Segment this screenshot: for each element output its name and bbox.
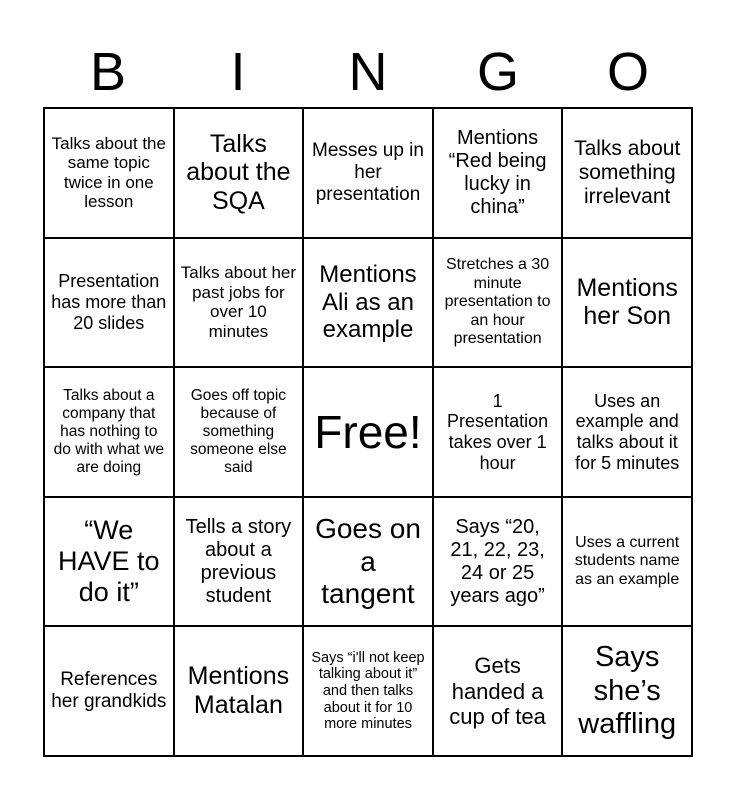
cell-text: Talks about the SQA [186, 129, 291, 216]
cell-text: Says “i'll not keep talking about it” and then talks about it for 10 more minutes [311, 649, 425, 733]
bingo-cell[interactable] [174, 108, 304, 238]
cell-text: Messes up in her presentation [312, 140, 424, 205]
bingo-cell[interactable] [562, 108, 692, 238]
cell-text: Mentions Matalan [187, 662, 290, 720]
bingo-cell[interactable] [44, 238, 174, 368]
bingo-cell[interactable] [433, 367, 563, 497]
bingo-cell[interactable] [44, 108, 174, 238]
bingo-header [43, 36, 693, 108]
bingo-cell[interactable] [174, 367, 304, 497]
cell-text: Free! [314, 405, 422, 458]
bingo-cell[interactable] [433, 626, 563, 756]
cell-text: Mentions Ali as an example [319, 261, 417, 344]
bingo-cell[interactable] [562, 626, 692, 756]
cell-text: Goes on a tangent [315, 513, 421, 609]
bingo-cell[interactable] [562, 497, 692, 627]
cell-text: Uses a current students name as an example [574, 534, 680, 588]
bingo-cell[interactable] [303, 626, 433, 756]
cell-text: Gets handed a cup of tea [449, 653, 546, 729]
cell-text: 1 Presentation takes over 1 hour [447, 390, 549, 473]
cell-text: Uses an example and talks about it for 5 minutes [575, 390, 680, 473]
header-letter-b: B [89, 42, 127, 102]
bingo-cell[interactable] [44, 497, 174, 627]
bingo-cell[interactable] [433, 108, 563, 238]
bingo-cell[interactable] [303, 238, 433, 368]
bingo-cell[interactable] [433, 497, 563, 627]
cell-text: Presentation has more than 20 slides [51, 271, 167, 333]
header-letter-n: N [348, 42, 388, 102]
header-letter-g: G [476, 42, 519, 102]
bingo-cell[interactable] [303, 497, 433, 627]
cell-text: “We HAVE to do it” [58, 515, 160, 608]
cell-text: Says “20, 21, 22, 23, 24 or 25 years ago” [450, 515, 545, 607]
bingo-cell[interactable] [303, 108, 433, 238]
bingo-cell[interactable] [44, 626, 174, 756]
cell-text: References her grandkids [51, 669, 167, 713]
bingo-cell[interactable] [174, 626, 304, 756]
bingo-cell[interactable] [433, 238, 563, 368]
bingo-cell[interactable] [562, 367, 692, 497]
bingo-cell[interactable] [174, 238, 304, 368]
cell-text: Tells a story about a previous student [185, 515, 292, 607]
cell-text: Says she’s waffling [578, 641, 677, 740]
bingo-cell[interactable] [174, 497, 304, 627]
bingo-board [43, 107, 693, 757]
free-space[interactable] [303, 367, 433, 497]
header-letter-o: O [606, 42, 649, 102]
cell-text: Mentions “Red being lucky in china” [448, 126, 547, 218]
header-letter-i: I [230, 42, 246, 102]
cell-text: Mentions her Son [576, 273, 678, 331]
cell-text: Talks about something irrelevant [574, 136, 681, 208]
cell-text: Talks about her past jobs for over 10 minutes [180, 263, 297, 341]
bingo-cell[interactable] [44, 367, 174, 497]
cell-text: Talks about a company that has nothing to do with what we are doing [53, 387, 164, 476]
bingo-cell[interactable] [562, 238, 692, 368]
cell-text: Talks about the same topic twice in one lesson [51, 133, 166, 212]
cell-text: Goes off topic because of something someone else said [190, 387, 287, 476]
cell-text: Stretches a 30 minute presentation to an hour presentation [444, 256, 551, 347]
